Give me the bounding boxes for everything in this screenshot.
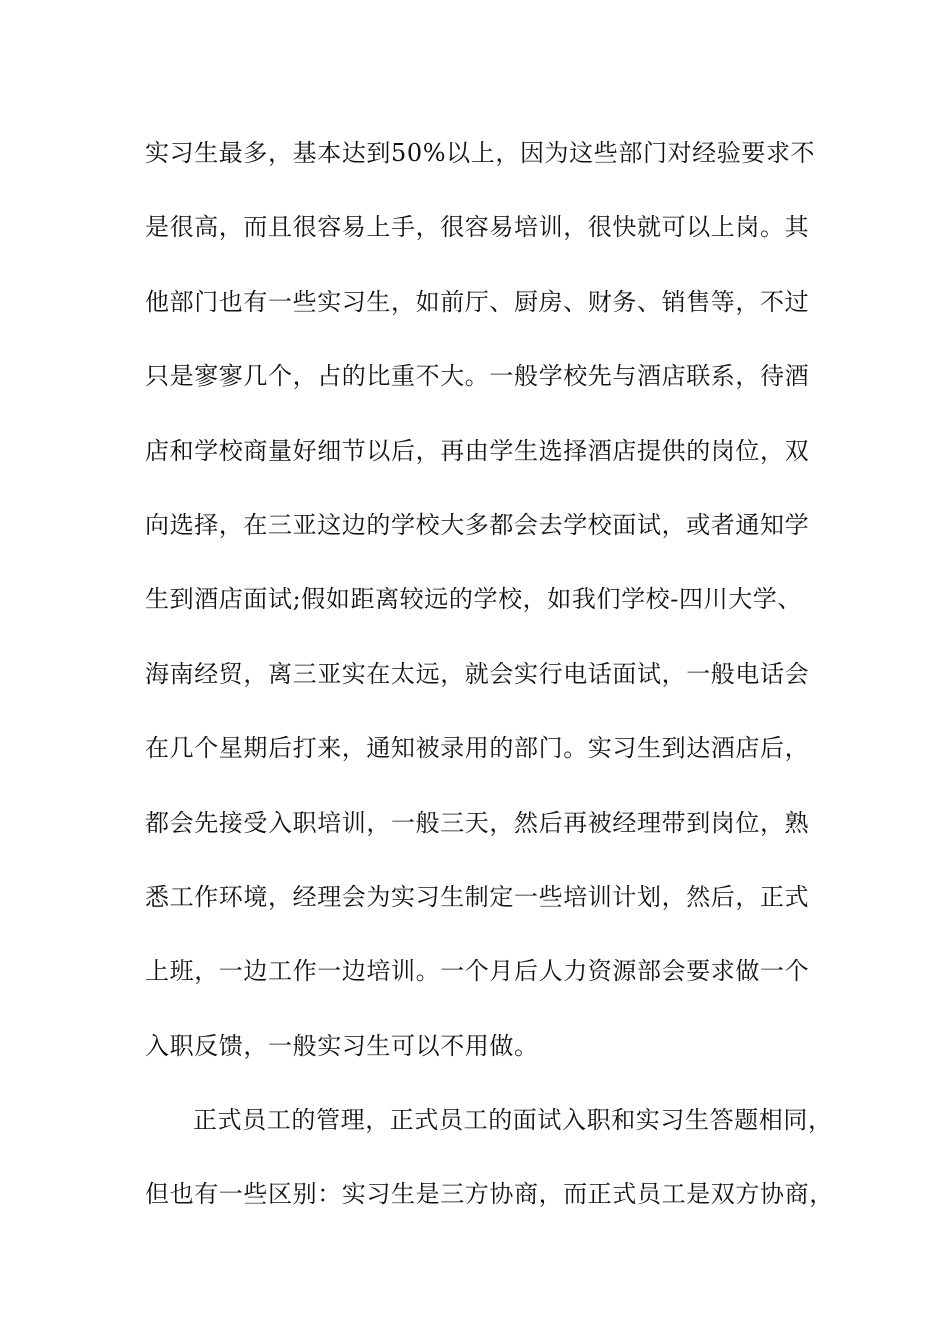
paragraph-end-line: 入职反馈，一般实习生可以不用做。 xyxy=(145,1031,539,1060)
text-line: 上班，一边工作一边培训。一个月后人力资源部会要求做一个 xyxy=(145,957,810,986)
text-line: 都会先接受入职培训，一般三天，然后再被经理带到岗位，熟 xyxy=(145,808,810,837)
body-text xyxy=(145,131,835,1247)
text-line: 只是寥寥几个，占的比重不大。一般学校先与酒店联系，待酒 xyxy=(145,362,810,391)
text-line: 向选择，在三亚这边的学校大多都会去学校面试，或者通知学 xyxy=(145,510,810,539)
text-line: 实习生最多，基本达到50%以上，因为这些部门对经验要求不 xyxy=(145,139,816,167)
paragraph-start-line: 正式员工的管理，正式员工的面试入职和实习生答题相同， xyxy=(193,1106,833,1135)
text-line: 是很高，而且很容易上手，很容易培训，很快就可以上岗。其 xyxy=(145,213,810,242)
text-line: 他部门也有一些实习生，如前厅、厨房、财务、销售等，不过 xyxy=(145,287,810,316)
text-line: 生到酒店面试;假如距离较远的学校，如我们学校-四川大学、 xyxy=(145,585,802,614)
text-line: 海南经贸，离三亚实在太远，就会实行电话面试，一般电话会 xyxy=(145,659,810,688)
text-line: 悉工作环境，经理会为实习生制定一些培训计划，然后，正式 xyxy=(145,882,810,911)
text-line: 但也有一些区别：实习生是三方协商，而正式员工是双方协商， xyxy=(145,1180,834,1209)
text-line: 在几个星期后打来，通知被录用的部门。实习生到达酒店后， xyxy=(145,734,810,763)
text-line: 店和学校商量好细节以后，再由学生选择酒店提供的岗位，双 xyxy=(145,436,810,465)
